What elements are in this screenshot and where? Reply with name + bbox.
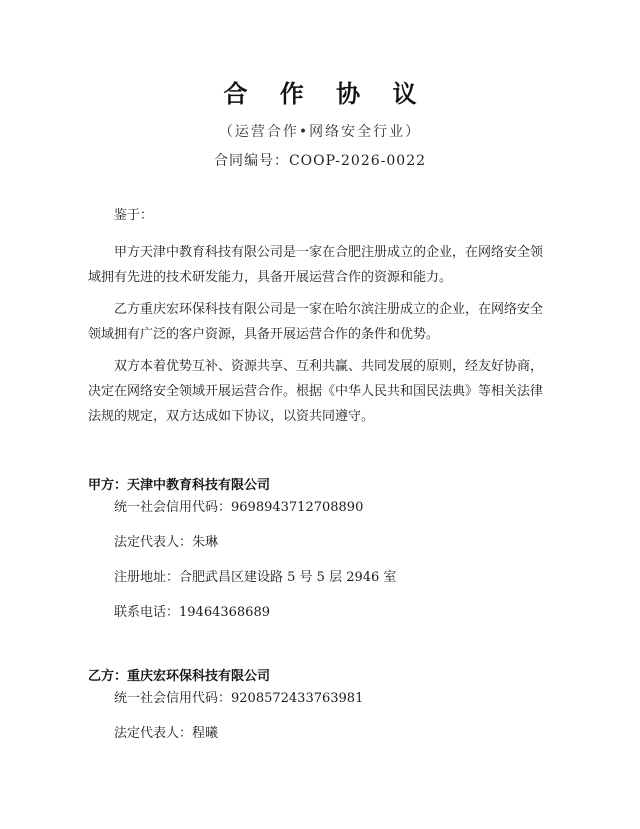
party-a-address: 注册地址：合肥武昌区建设路 5 号 5 层 2946 室 bbox=[114, 570, 397, 585]
party-b-legal-rep: 法定代表人：程曦 bbox=[114, 726, 219, 741]
party-b-credit-code: 统一社会信用代码：9208572433763981 bbox=[114, 691, 364, 706]
document-title: 合 作 协 议 bbox=[223, 80, 429, 108]
document-subtitle: （运营合作•网络安全行业） bbox=[218, 124, 422, 140]
recital-party-b: 乙方重庆宏环保科技有限公司是一家在哈尔滨注册成立的企业，在网络安全领域拥有广泛的客户资源，具备开展运营合作的条件和优势。 bbox=[88, 302, 544, 342]
party-a-heading: 甲方：天津中教育科技有限公司 bbox=[88, 478, 271, 493]
recital-purpose: 双方本着优势互补、资源共享、互利共赢、共同发展的原则，经友好协商，决定在网络安全领域开展运营合作。根据《中华人民共和国民法典》等相关法律法规的规定，双方达成如下协议，以资共同遵守。 bbox=[88, 359, 544, 424]
party-a-legal-rep: 法定代表人：朱琳 bbox=[114, 535, 219, 550]
recital-party-a: 甲方天津中教育科技有限公司是一家在合肥注册成立的企业，在网络安全领域拥有先进的技术研发能力，具备开展运营合作的资源和能力。 bbox=[88, 245, 544, 285]
contract-number: 合同编号：COOP-2026-0022 bbox=[213, 153, 427, 169]
party-a-phone: 联系电话：19464368689 bbox=[114, 605, 270, 620]
recitals-heading: 鉴于： bbox=[114, 208, 154, 223]
party-b-heading: 乙方：重庆宏环保科技有限公司 bbox=[88, 669, 271, 684]
party-a-credit-code: 统一社会信用代码：9698943712708890 bbox=[114, 500, 364, 515]
